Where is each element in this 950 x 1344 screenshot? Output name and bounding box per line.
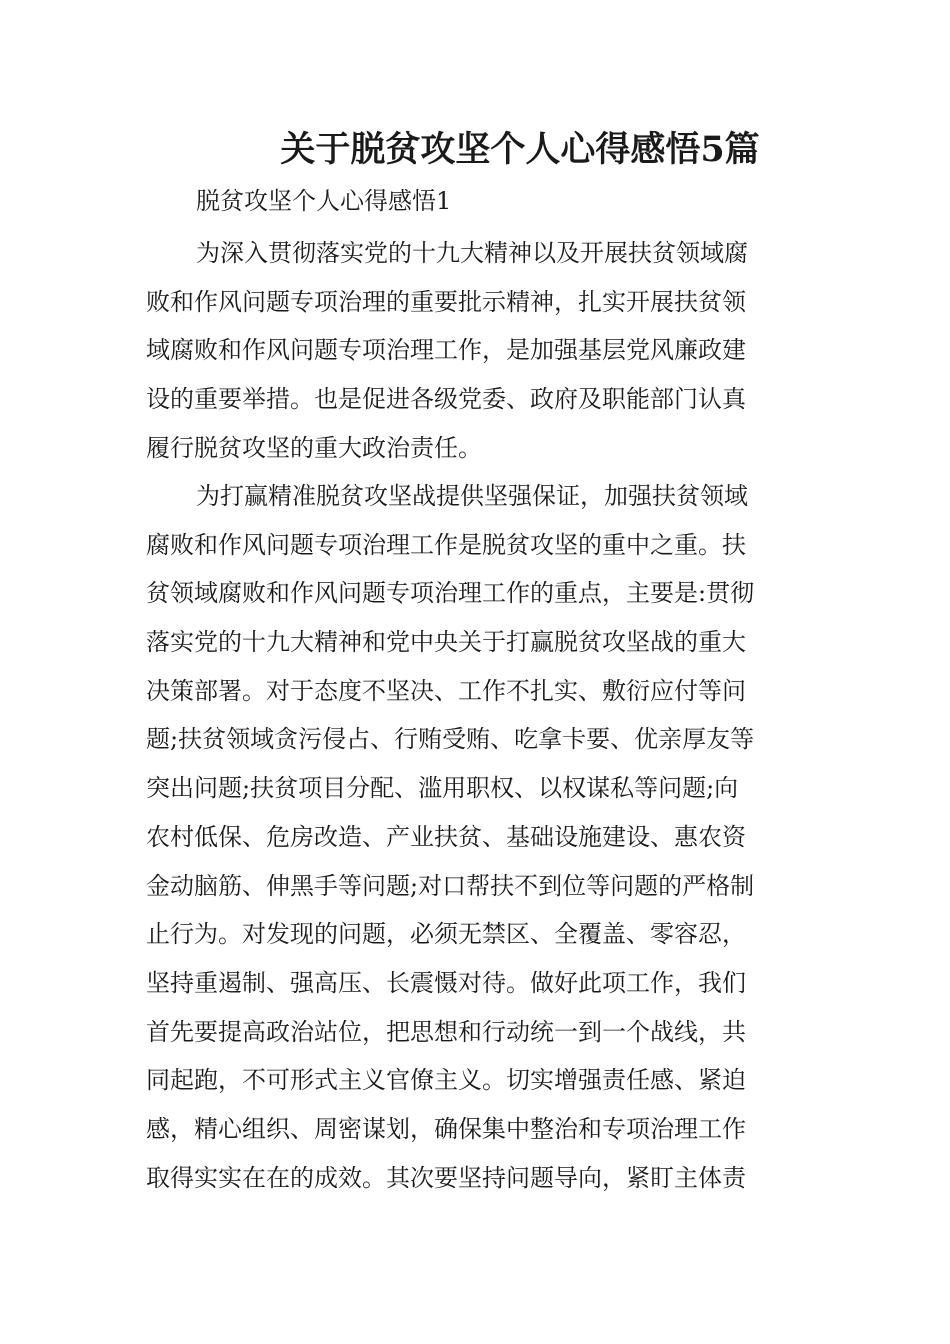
paragraph-1: [146, 229, 796, 472]
paragraph-line: 感，精心组织、周密谋划，确保集中整治和专项治理工作: [146, 1114, 746, 1143]
paragraph-line: 金动脑筋、伸黑手等问题;对口帮扶不到位等问题的严格制: [146, 871, 755, 900]
paragraph-line: 止行为。对发现的问题，必须无禁区、全覆盖、零容忍，: [146, 920, 746, 949]
paragraph-line: 为打赢精准脱贫攻坚战提供坚强保证，加强扶贫领域: [196, 482, 748, 510]
paragraph-line: 题;扶贫领域贪污侵占、行贿受贿、吃拿卡要、优亲厚友等: [146, 725, 755, 754]
paragraph-line: 突出问题;扶贫项目分配、滥用职权、以权谋私等问题;向: [146, 774, 739, 803]
paragraph-line: 取得实实在在的成效。其次要坚持问题导向，紧盯主体责: [146, 1163, 746, 1192]
section-heading: 脱贫攻坚个人心得感悟1: [196, 187, 452, 215]
document-title: 关于脱贫攻坚个人心得感悟5篇: [280, 129, 760, 170]
paragraph-2: [146, 472, 796, 1202]
paragraph-line: 腐败和作风问题专项治理工作是脱贫攻坚的重中之重。扶: [146, 530, 746, 559]
paragraph-line: 农村低保、危房改造、产业扶贫、基础设施建设、惠农资: [146, 822, 746, 851]
paragraph-line: 决策部署。对于态度不坚决、工作不扎实、敷衍应付等问: [146, 676, 746, 705]
paragraph-line: 域腐败和作风问题专项治理工作，是加强基层党风廉政建: [146, 336, 746, 365]
paragraph-line: 贫领域腐败和作风问题专项治理工作的重点，主要是:贯彻: [146, 579, 755, 608]
paragraph-line: 落实党的十九大精神和党中央关于打赢脱贫攻坚战的重大: [146, 628, 746, 657]
paragraph-line: 履行脱贫攻坚的重大政治责任。: [146, 433, 482, 462]
paragraph-line: 首先要提高政治站位，把思想和行动统一到一个战线，共: [146, 1017, 746, 1046]
paragraph-line: 败和作风问题专项治理的重要批示精神，扎实开展扶贫领: [146, 287, 746, 316]
paragraph-line: 同起跑，不可形式主义官僚主义。切实增强责任感、紧迫: [146, 1066, 746, 1095]
paragraph-line: 坚持重遏制、强高压、长震慑对待。做好此项工作，我们: [146, 968, 746, 997]
paragraph-line: 为深入贯彻落实党的十九大精神以及开展扶贫领域腐: [196, 239, 748, 267]
paragraph-line: 设的重要举措。也是促进各级党委、政府及职能部门认真: [146, 385, 746, 414]
